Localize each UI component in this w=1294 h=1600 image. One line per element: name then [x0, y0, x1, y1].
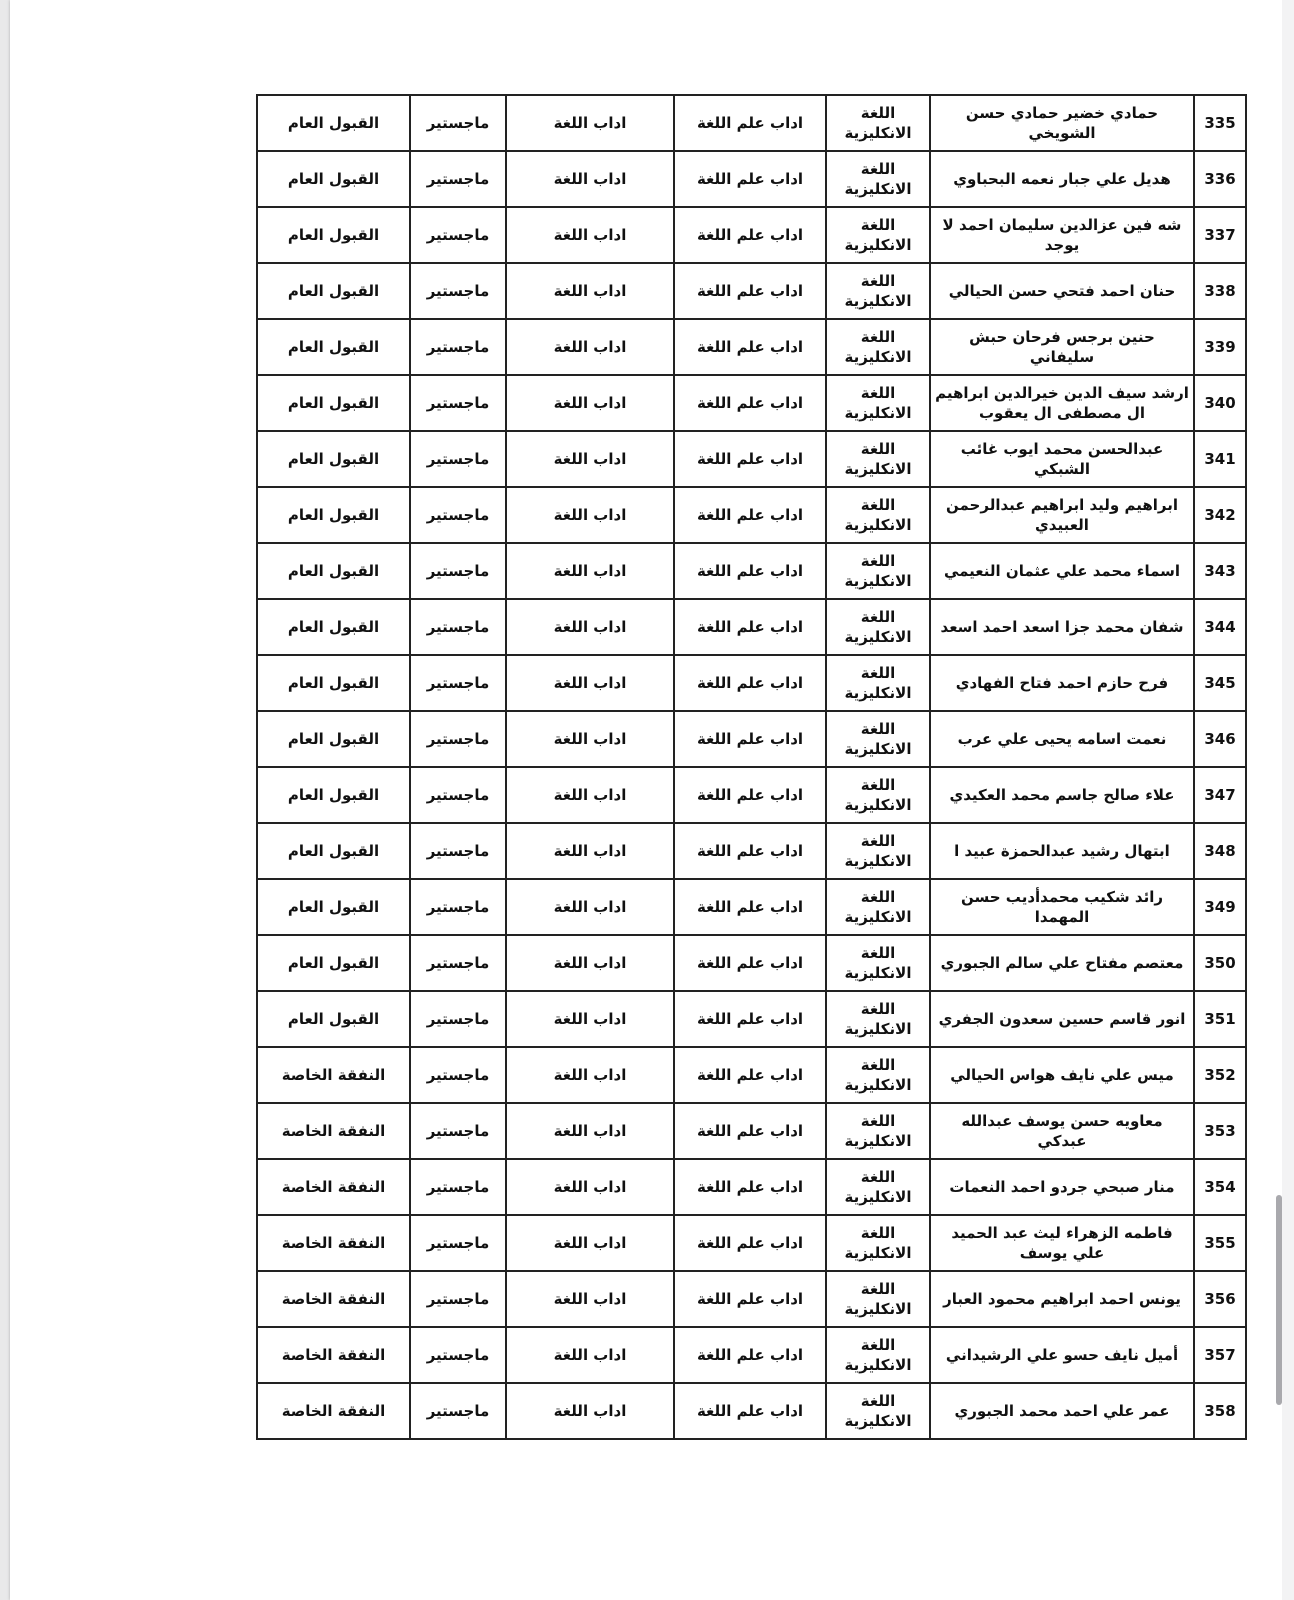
department-cell: اللغة الانكليزية	[826, 655, 930, 711]
department-cell: اللغة الانكليزية	[826, 207, 930, 263]
general-field-cell: اداب اللغة	[506, 599, 674, 655]
specialization-cell: اداب علم اللغة	[674, 319, 826, 375]
student-name-cell: شفان محمد جزا اسعد احمد اسعد	[930, 599, 1194, 655]
student-name-cell: شه فين عزالدين سليمان احمد لا يوجد	[930, 207, 1194, 263]
department-cell: اللغة الانكليزية	[826, 263, 930, 319]
degree-cell: ماجستير	[410, 487, 506, 543]
admission-type-cell: القبول العام	[257, 655, 410, 711]
admission-type-cell: النفقة الخاصة	[257, 1327, 410, 1383]
admission-type-cell: القبول العام	[257, 487, 410, 543]
row-number-cell: 347	[1194, 767, 1246, 823]
department-cell: اللغة الانكليزية	[826, 1159, 930, 1215]
general-field-cell: اداب اللغة	[506, 1215, 674, 1271]
table-row	[257, 375, 1246, 431]
table-row	[257, 599, 1246, 655]
table-row	[257, 655, 1246, 711]
department-cell: اللغة الانكليزية	[826, 487, 930, 543]
specialization-cell: اداب علم اللغة	[674, 599, 826, 655]
table-row	[257, 1215, 1246, 1271]
department-cell: اللغة الانكليزية	[826, 543, 930, 599]
specialization-cell: اداب علم اللغة	[674, 431, 826, 487]
table-row	[257, 879, 1246, 935]
degree-cell: ماجستير	[410, 1327, 506, 1383]
general-field-cell: اداب اللغة	[506, 1103, 674, 1159]
degree-cell: ماجستير	[410, 543, 506, 599]
admission-type-cell: القبول العام	[257, 95, 410, 151]
degree-cell: ماجستير	[410, 319, 506, 375]
admission-type-cell: النفقة الخاصة	[257, 1271, 410, 1327]
degree-cell: ماجستير	[410, 1215, 506, 1271]
specialization-cell: اداب علم اللغة	[674, 151, 826, 207]
row-number-cell: 338	[1194, 263, 1246, 319]
department-cell: اللغة الانكليزية	[826, 95, 930, 151]
row-number-cell: 344	[1194, 599, 1246, 655]
admission-type-cell: القبول العام	[257, 935, 410, 991]
table-row	[257, 95, 1246, 151]
general-field-cell: اداب اللغة	[506, 1327, 674, 1383]
degree-cell: ماجستير	[410, 375, 506, 431]
table-row	[257, 487, 1246, 543]
row-number-cell: 351	[1194, 991, 1246, 1047]
general-field-cell: اداب اللغة	[506, 711, 674, 767]
student-name-cell: علاء صالح جاسم محمد العكيدي	[930, 767, 1194, 823]
student-name-cell: ابتهال رشيد عبدالحمزة عبيد ا	[930, 823, 1194, 879]
row-number-cell: 339	[1194, 319, 1246, 375]
row-number-cell: 345	[1194, 655, 1246, 711]
degree-cell: ماجستير	[410, 1103, 506, 1159]
specialization-cell: اداب علم اللغة	[674, 263, 826, 319]
general-field-cell: اداب اللغة	[506, 1383, 674, 1439]
admission-type-cell: القبول العام	[257, 431, 410, 487]
row-number-cell: 340	[1194, 375, 1246, 431]
department-cell: اللغة الانكليزية	[826, 319, 930, 375]
specialization-cell: اداب علم اللغة	[674, 935, 826, 991]
students-table	[256, 94, 1247, 1440]
specialization-cell: اداب علم اللغة	[674, 711, 826, 767]
student-name-cell: هديل علي جبار نعمه البحباوي	[930, 151, 1194, 207]
table-row	[257, 1047, 1246, 1103]
row-number-cell: 358	[1194, 1383, 1246, 1439]
row-number-cell: 352	[1194, 1047, 1246, 1103]
degree-cell: ماجستير	[410, 599, 506, 655]
degree-cell: ماجستير	[410, 655, 506, 711]
row-number-cell: 354	[1194, 1159, 1246, 1215]
row-number-cell: 335	[1194, 95, 1246, 151]
specialization-cell: اداب علم اللغة	[674, 879, 826, 935]
table-row	[257, 1103, 1246, 1159]
general-field-cell: اداب اللغة	[506, 263, 674, 319]
row-number-cell: 341	[1194, 431, 1246, 487]
table-row	[257, 1327, 1246, 1383]
admission-type-cell: النفقة الخاصة	[257, 1047, 410, 1103]
student-name-cell: حمادي خضير حمادي حسن الشويخي	[930, 95, 1194, 151]
student-name-cell: معاويه حسن يوسف عبدالله عبدكي	[930, 1103, 1194, 1159]
row-number-cell: 337	[1194, 207, 1246, 263]
degree-cell: ماجستير	[410, 1159, 506, 1215]
student-name-cell: انور قاسم حسين سعدون الجفري	[930, 991, 1194, 1047]
scrollbar-thumb[interactable]	[1276, 1195, 1282, 1405]
table-row	[257, 319, 1246, 375]
student-name-cell: حنين برجس فرحان حبش سليفاني	[930, 319, 1194, 375]
row-number-cell: 346	[1194, 711, 1246, 767]
degree-cell: ماجستير	[410, 207, 506, 263]
admission-type-cell: القبول العام	[257, 375, 410, 431]
specialization-cell: اداب علم اللغة	[674, 1383, 826, 1439]
degree-cell: ماجستير	[410, 95, 506, 151]
student-name-cell: حنان احمد فتحي حسن الحيالي	[930, 263, 1194, 319]
general-field-cell: اداب اللغة	[506, 151, 674, 207]
general-field-cell: اداب اللغة	[506, 95, 674, 151]
specialization-cell: اداب علم اللغة	[674, 207, 826, 263]
degree-cell: ماجستير	[410, 1383, 506, 1439]
table-row	[257, 1271, 1246, 1327]
row-number-cell: 357	[1194, 1327, 1246, 1383]
specialization-cell: اداب علم اللغة	[674, 1215, 826, 1271]
admission-type-cell: النفقة الخاصة	[257, 1159, 410, 1215]
specialization-cell: اداب علم اللغة	[674, 95, 826, 151]
student-name-cell: ميس علي نايف هواس الحيالي	[930, 1047, 1194, 1103]
department-cell: اللغة الانكليزية	[826, 375, 930, 431]
row-number-cell: 353	[1194, 1103, 1246, 1159]
specialization-cell: اداب علم اللغة	[674, 1047, 826, 1103]
department-cell: اللغة الانكليزية	[826, 431, 930, 487]
general-field-cell: اداب اللغة	[506, 487, 674, 543]
admission-type-cell: القبول العام	[257, 543, 410, 599]
scroll-track[interactable]	[1282, 0, 1294, 1600]
student-name-cell: فاطمه الزهراء ليث عبد الحميد علي يوسف	[930, 1215, 1194, 1271]
degree-cell: ماجستير	[410, 767, 506, 823]
department-cell: اللغة الانكليزية	[826, 879, 930, 935]
degree-cell: ماجستير	[410, 991, 506, 1047]
admission-type-cell: النفقة الخاصة	[257, 1103, 410, 1159]
general-field-cell: اداب اللغة	[506, 767, 674, 823]
table-row	[257, 935, 1246, 991]
admission-type-cell: القبول العام	[257, 263, 410, 319]
table-row	[257, 263, 1246, 319]
admission-type-cell: النفقة الخاصة	[257, 1383, 410, 1439]
department-cell: اللغة الانكليزية	[826, 599, 930, 655]
degree-cell: ماجستير	[410, 1271, 506, 1327]
specialization-cell: اداب علم اللغة	[674, 655, 826, 711]
specialization-cell: اداب علم اللغة	[674, 375, 826, 431]
general-field-cell: اداب اللغة	[506, 655, 674, 711]
department-cell: اللغة الانكليزية	[826, 711, 930, 767]
student-name-cell: يونس احمد ابراهيم محمود العبار	[930, 1271, 1194, 1327]
student-name-cell: ابراهيم وليد ابراهيم عبدالرحمن العبيدي	[930, 487, 1194, 543]
degree-cell: ماجستير	[410, 711, 506, 767]
table-row	[257, 543, 1246, 599]
department-cell: اللغة الانكليزية	[826, 1215, 930, 1271]
specialization-cell: اداب علم اللغة	[674, 823, 826, 879]
student-name-cell: عبدالحسن محمد ايوب غائب الشبكي	[930, 431, 1194, 487]
admission-type-cell: النفقة الخاصة	[257, 1215, 410, 1271]
general-field-cell: اداب اللغة	[506, 935, 674, 991]
student-name-cell: معتصم مفتاح علي سالم الجبوري	[930, 935, 1194, 991]
general-field-cell: اداب اللغة	[506, 823, 674, 879]
row-number-cell: 336	[1194, 151, 1246, 207]
general-field-cell: اداب اللغة	[506, 879, 674, 935]
row-number-cell: 348	[1194, 823, 1246, 879]
specialization-cell: اداب علم اللغة	[674, 767, 826, 823]
row-number-cell: 342	[1194, 487, 1246, 543]
department-cell: اللغة الانكليزية	[826, 823, 930, 879]
specialization-cell: اداب علم اللغة	[674, 543, 826, 599]
department-cell: اللغة الانكليزية	[826, 767, 930, 823]
admission-type-cell: القبول العام	[257, 319, 410, 375]
row-number-cell: 349	[1194, 879, 1246, 935]
table-row	[257, 711, 1246, 767]
student-name-cell: منار صبحي جردو احمد النعمات	[930, 1159, 1194, 1215]
student-name-cell: اسماء محمد علي عثمان النعيمي	[930, 543, 1194, 599]
department-cell: اللغة الانكليزية	[826, 151, 930, 207]
student-name-cell: أميل نايف حسو علي الرشيداني	[930, 1327, 1194, 1383]
admission-type-cell: القبول العام	[257, 599, 410, 655]
general-field-cell: اداب اللغة	[506, 319, 674, 375]
department-cell: اللغة الانكليزية	[826, 1271, 930, 1327]
table-row	[257, 1383, 1246, 1439]
specialization-cell: اداب علم اللغة	[674, 487, 826, 543]
degree-cell: ماجستير	[410, 1047, 506, 1103]
department-cell: اللغة الانكليزية	[826, 991, 930, 1047]
student-name-cell: عمر علي احمد محمد الجبوري	[930, 1383, 1194, 1439]
table-row	[257, 991, 1246, 1047]
admission-type-cell: القبول العام	[257, 207, 410, 263]
general-field-cell: اداب اللغة	[506, 375, 674, 431]
admission-type-cell: القبول العام	[257, 991, 410, 1047]
table-row	[257, 767, 1246, 823]
admission-type-cell: القبول العام	[257, 711, 410, 767]
specialization-cell: اداب علم اللغة	[674, 1327, 826, 1383]
degree-cell: ماجستير	[410, 431, 506, 487]
student-name-cell: رائد شكيب محمدأديب حسن المهمدا	[930, 879, 1194, 935]
specialization-cell: اداب علم اللغة	[674, 1159, 826, 1215]
row-number-cell: 355	[1194, 1215, 1246, 1271]
students-table-body	[257, 95, 1246, 1439]
row-number-cell: 356	[1194, 1271, 1246, 1327]
specialization-cell: اداب علم اللغة	[674, 1271, 826, 1327]
degree-cell: ماجستير	[410, 151, 506, 207]
department-cell: اللغة الانكليزية	[826, 1383, 930, 1439]
table-row	[257, 207, 1246, 263]
admission-type-cell: القبول العام	[257, 823, 410, 879]
general-field-cell: اداب اللغة	[506, 207, 674, 263]
document-page	[10, 0, 1282, 1600]
degree-cell: ماجستير	[410, 935, 506, 991]
department-cell: اللغة الانكليزية	[826, 935, 930, 991]
table-row	[257, 1159, 1246, 1215]
degree-cell: ماجستير	[410, 879, 506, 935]
student-name-cell: فرح حازم احمد فتاح الفهادي	[930, 655, 1194, 711]
general-field-cell: اداب اللغة	[506, 1159, 674, 1215]
degree-cell: ماجستير	[410, 263, 506, 319]
general-field-cell: اداب اللغة	[506, 1047, 674, 1103]
table-row	[257, 151, 1246, 207]
student-name-cell: نعمت اسامه يحيى علي عرب	[930, 711, 1194, 767]
general-field-cell: اداب اللغة	[506, 1271, 674, 1327]
student-name-cell: ارشد سيف الدين خيرالدين ابراهيم ال مصطفى ال يعقوب	[930, 375, 1194, 431]
degree-cell: ماجستير	[410, 823, 506, 879]
table-row	[257, 431, 1246, 487]
department-cell: اللغة الانكليزية	[826, 1047, 930, 1103]
table-row	[257, 823, 1246, 879]
general-field-cell: اداب اللغة	[506, 991, 674, 1047]
row-number-cell: 343	[1194, 543, 1246, 599]
specialization-cell: اداب علم اللغة	[674, 991, 826, 1047]
department-cell: اللغة الانكليزية	[826, 1327, 930, 1383]
general-field-cell: اداب اللغة	[506, 543, 674, 599]
admission-type-cell: القبول العام	[257, 151, 410, 207]
specialization-cell: اداب علم اللغة	[674, 1103, 826, 1159]
admission-type-cell: القبول العام	[257, 879, 410, 935]
department-cell: اللغة الانكليزية	[826, 1103, 930, 1159]
admission-type-cell: القبول العام	[257, 767, 410, 823]
general-field-cell: اداب اللغة	[506, 431, 674, 487]
row-number-cell: 350	[1194, 935, 1246, 991]
